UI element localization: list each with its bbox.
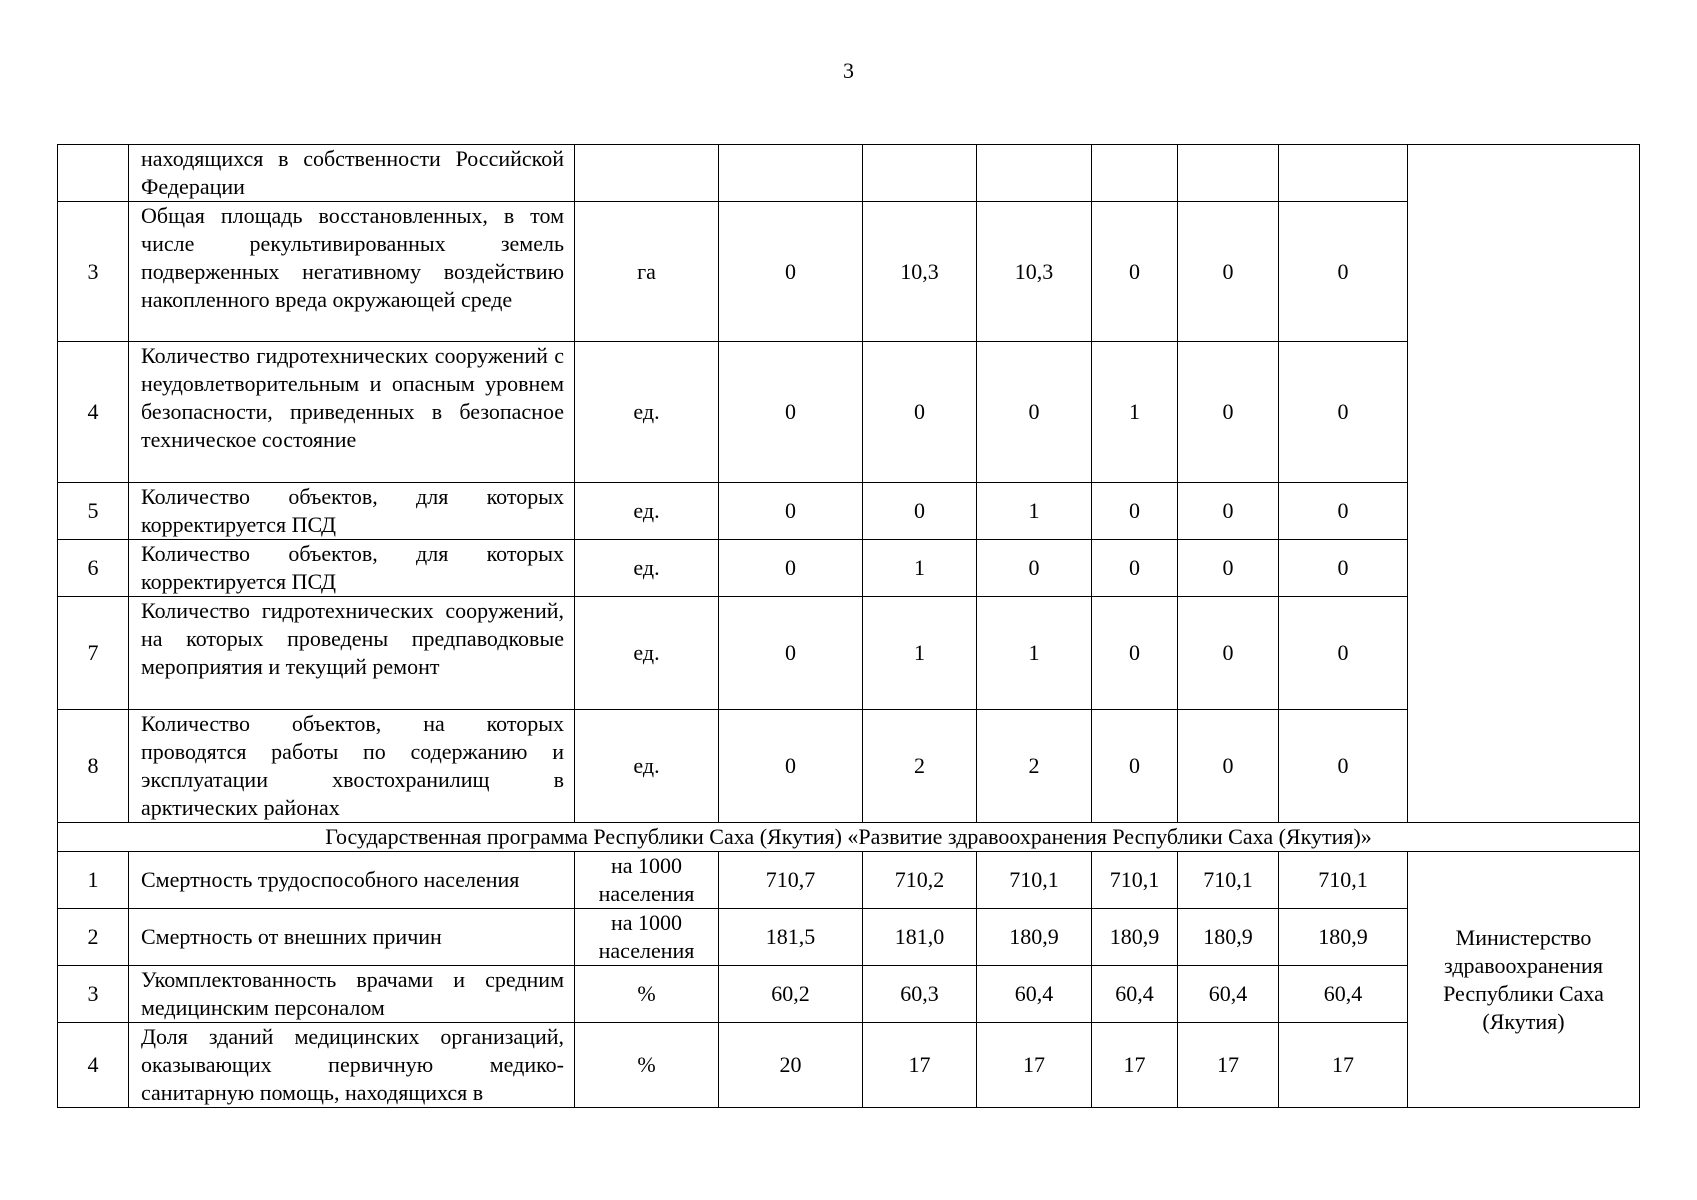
indicator-name-cell: Количество гидротехнических сооружений с неудовлетворительным и опасным уровнем безопасности, приведенных в безопасное техническое состояние [129, 342, 575, 483]
row-number-cell: 3 [58, 202, 129, 342]
value-cell: 0 [719, 540, 863, 597]
value-cell: 1 [863, 597, 977, 710]
indicator-name-cell: Доля зданий медицинских организаций, оказывающих первичную медико-санитарную помощь, находящихся в [129, 1023, 575, 1108]
indicator-name-cell: Количество объектов, для которых корректируется ПСД [129, 483, 575, 540]
value-cell: 0 [1092, 483, 1178, 540]
value-cell: 180,9 [977, 909, 1092, 966]
value-cell [977, 145, 1092, 202]
value-cell: 0 [1092, 597, 1178, 710]
indicator-name-cell: Смертность трудоспособного населения [129, 852, 575, 909]
table-row [58, 1023, 1640, 1108]
value-cell: 1 [977, 597, 1092, 710]
table-row [58, 483, 1640, 540]
unit-cell: ед. [575, 597, 719, 710]
value-cell: 180,9 [1092, 909, 1178, 966]
indicator-name-cell: Укомплектованность врачами и средним медицинским персоналом [129, 966, 575, 1023]
value-cell: 0 [1092, 710, 1178, 823]
row-number-cell: 5 [58, 483, 129, 540]
unit-cell: % [575, 966, 719, 1023]
section-title: Государственная программа Республики Саха (Якутия) «Развитие здравоохранения Республики Саха (Якутия)» [58, 823, 1640, 852]
value-cell: 17 [1092, 1023, 1178, 1108]
unit-cell: ед. [575, 483, 719, 540]
row-number-cell: 3 [58, 966, 129, 1023]
value-cell: 0 [719, 202, 863, 342]
indicator-name-cell: Количество гидротехнических сооружений, на которых проведены предпаводковые мероприятия и текущий ремонт [129, 597, 575, 710]
table-row [58, 145, 1640, 202]
value-cell: 0 [1279, 483, 1408, 540]
value-cell: 710,1 [1279, 852, 1408, 909]
page-number: 3 [843, 58, 854, 83]
value-cell: 60,2 [719, 966, 863, 1023]
value-cell: 10,3 [863, 202, 977, 342]
value-cell: 0 [719, 342, 863, 483]
value-cell: 17 [863, 1023, 977, 1108]
row-number-cell: 1 [58, 852, 129, 909]
value-cell [719, 145, 863, 202]
value-cell: 0 [1279, 710, 1408, 823]
value-cell: 1 [863, 540, 977, 597]
row-number-cell: 6 [58, 540, 129, 597]
table-row [58, 909, 1640, 966]
responsible-organization: Министерство здравоохранения Республики Саха (Якутия) [1408, 852, 1640, 1108]
table-row [58, 202, 1640, 342]
indicators-table [57, 144, 1640, 1108]
unit-cell: ед. [575, 540, 719, 597]
indicator-name-cell: находящихся в собственности Российской Федерации [129, 145, 575, 202]
value-cell: 181,0 [863, 909, 977, 966]
value-cell: 0 [1092, 540, 1178, 597]
unit-cell: % [575, 1023, 719, 1108]
row-number-cell: 4 [58, 342, 129, 483]
value-cell: 17 [1178, 1023, 1279, 1108]
value-cell [1178, 145, 1279, 202]
value-cell: 0 [1178, 342, 1279, 483]
indicator-name-cell: Общая площадь восстановленных, в том числе рекультивированных земель подверженных негативному воздействию накопленного вреда окружающей среде [129, 202, 575, 342]
value-cell: 710,7 [719, 852, 863, 909]
value-cell: 0 [1279, 597, 1408, 710]
row-number-cell [58, 145, 129, 202]
unit-cell [575, 145, 719, 202]
table-row [58, 540, 1640, 597]
table-row [58, 852, 1640, 909]
value-cell: 60,4 [1092, 966, 1178, 1023]
value-cell: 2 [977, 710, 1092, 823]
value-cell: 0 [977, 342, 1092, 483]
value-cell: 0 [719, 483, 863, 540]
value-cell: 180,9 [1279, 909, 1408, 966]
value-cell [863, 145, 977, 202]
unit-cell: на 1000 населения [575, 852, 719, 909]
row-number-cell: 8 [58, 710, 129, 823]
section-header-row [58, 823, 1640, 852]
value-cell: 60,4 [977, 966, 1092, 1023]
value-cell: 0 [1178, 597, 1279, 710]
unit-cell: га [575, 202, 719, 342]
value-cell: 180,9 [1178, 909, 1279, 966]
value-cell: 60,4 [1279, 966, 1408, 1023]
value-cell: 181,5 [719, 909, 863, 966]
value-cell: 10,3 [977, 202, 1092, 342]
value-cell [1092, 145, 1178, 202]
unit-cell: ед. [575, 710, 719, 823]
value-cell: 0 [1178, 540, 1279, 597]
value-cell: 60,4 [1178, 966, 1279, 1023]
row-number-cell: 4 [58, 1023, 129, 1108]
value-cell: 20 [719, 1023, 863, 1108]
indicator-name-cell: Количество объектов, на которых проводятся работы по содержанию и эксплуатации хвостохранилищ в арктических районах [129, 710, 575, 823]
value-cell: 710,1 [977, 852, 1092, 909]
value-cell: 1 [1092, 342, 1178, 483]
value-cell: 0 [1279, 342, 1408, 483]
value-cell: 60,3 [863, 966, 977, 1023]
value-cell: 0 [1178, 483, 1279, 540]
unit-cell: на 1000 населения [575, 909, 719, 966]
value-cell: 0 [1279, 202, 1408, 342]
value-cell [1279, 145, 1408, 202]
unit-cell: ед. [575, 342, 719, 483]
value-cell: 17 [977, 1023, 1092, 1108]
value-cell: 710,2 [863, 852, 977, 909]
value-cell: 0 [1178, 202, 1279, 342]
value-cell: 0 [1279, 540, 1408, 597]
table-row [58, 342, 1640, 483]
value-cell: 0 [863, 342, 977, 483]
row-number-cell: 2 [58, 909, 129, 966]
value-cell: 17 [1279, 1023, 1408, 1108]
value-cell: 0 [719, 710, 863, 823]
value-cell: 2 [863, 710, 977, 823]
value-cell: 1 [977, 483, 1092, 540]
value-cell: 0 [863, 483, 977, 540]
indicator-name-cell: Смертность от внешних причин [129, 909, 575, 966]
table-row [58, 710, 1640, 823]
value-cell: 0 [977, 540, 1092, 597]
responsible-cell-empty [1408, 145, 1640, 823]
value-cell: 0 [1092, 202, 1178, 342]
table-row [58, 966, 1640, 1023]
row-number-cell: 7 [58, 597, 129, 710]
value-cell: 710,1 [1092, 852, 1178, 909]
indicator-name-cell: Количество объектов, для которых корректируется ПСД [129, 540, 575, 597]
value-cell: 0 [1178, 710, 1279, 823]
table-row [58, 597, 1640, 710]
value-cell: 0 [719, 597, 863, 710]
value-cell: 710,1 [1178, 852, 1279, 909]
